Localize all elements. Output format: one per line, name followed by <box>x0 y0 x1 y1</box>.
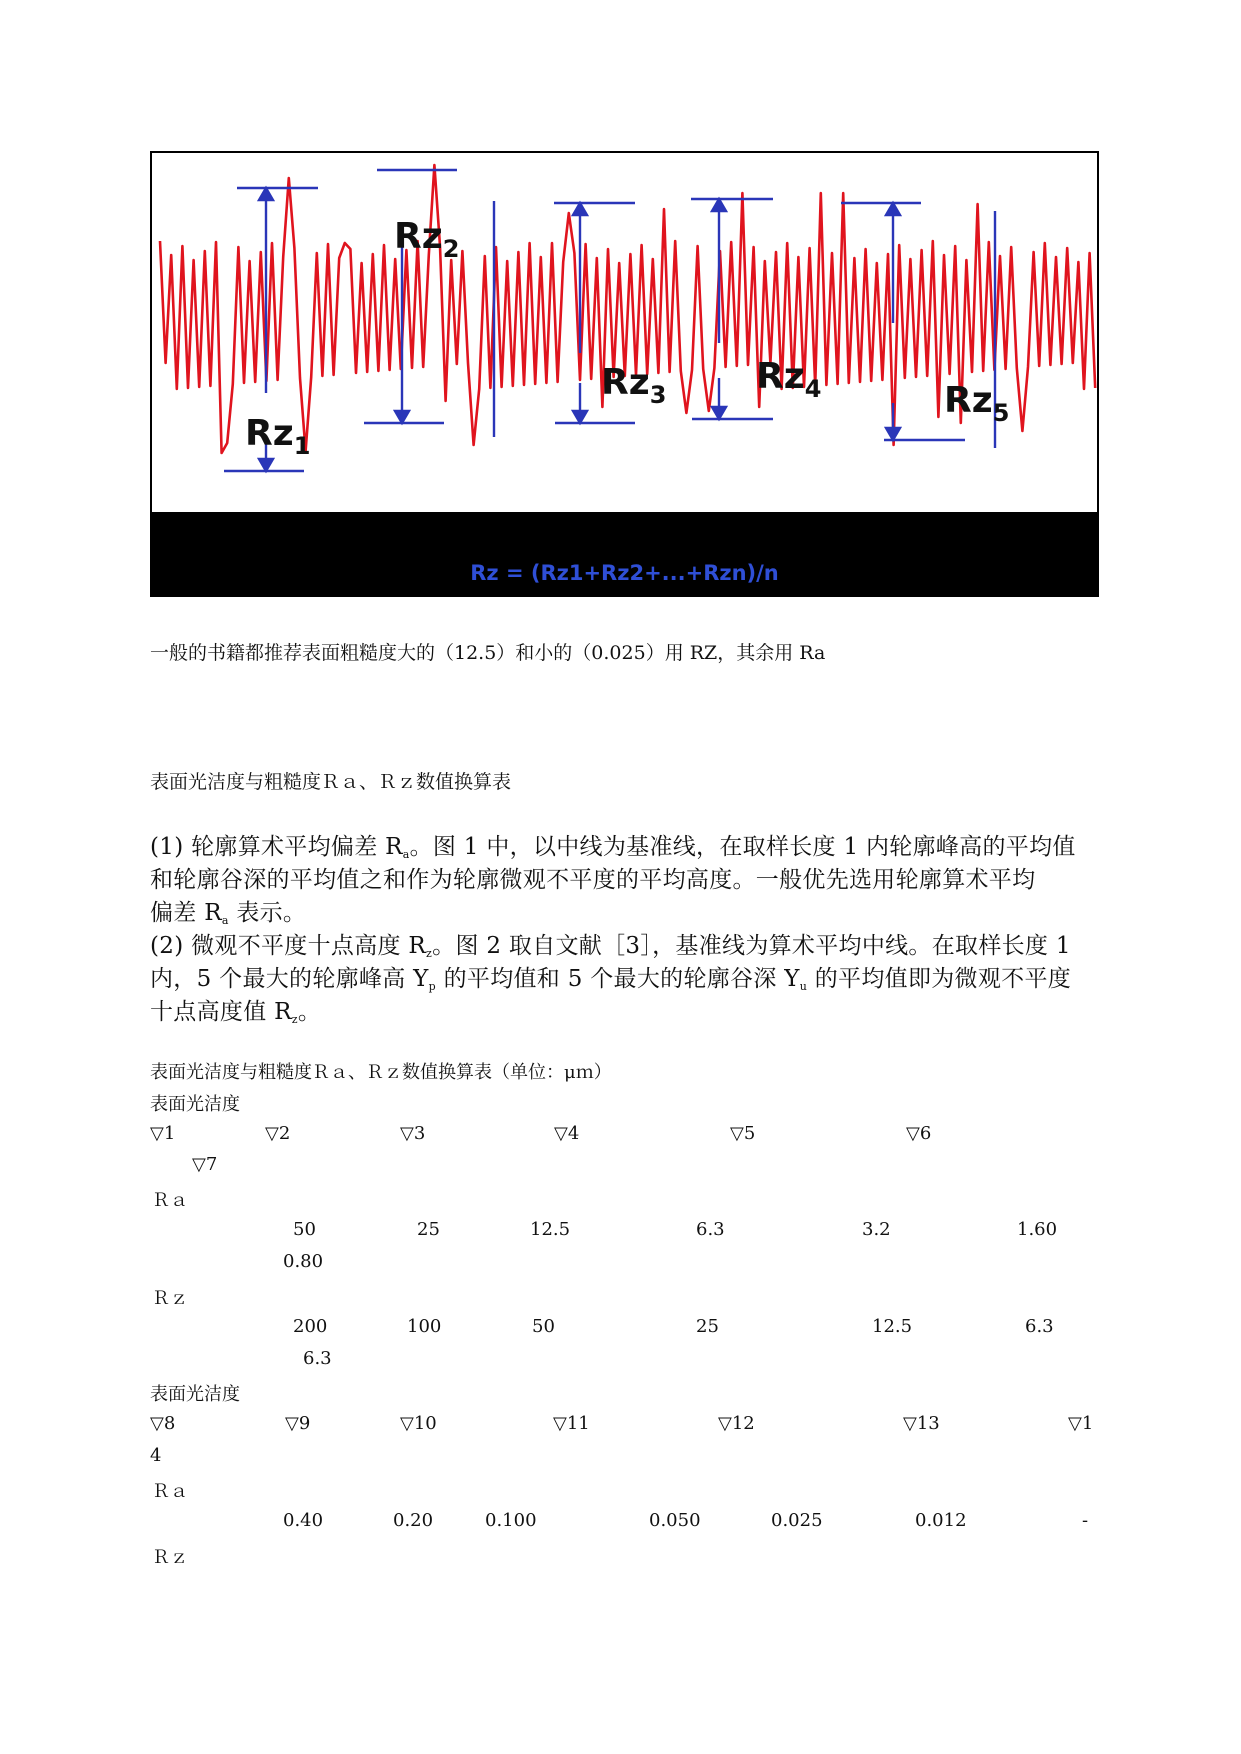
ra-value: 50 <box>293 1219 316 1240</box>
ra-value: 1.60 <box>1017 1219 1058 1240</box>
grade-cell: 4 <box>150 1445 162 1466</box>
table-title: 表面光洁度与粗糙度Ｒａ、Ｒｚ数值换算表（单位：μｍ） <box>150 1062 612 1083</box>
ra-value: 0.40 <box>283 1510 324 1531</box>
rz-value: 6.3 <box>303 1348 332 1369</box>
rz-subscript: 5 <box>992 399 1010 427</box>
grade-cell: ▽7 <box>192 1154 218 1175</box>
subscript: a <box>221 914 229 927</box>
grade-cell: ▽11 <box>553 1413 590 1434</box>
rz-label-row-2 <box>150 1543 1100 1569</box>
ra-label: Ｒａ <box>152 1190 188 1211</box>
rz-value: 12.5 <box>872 1316 913 1337</box>
rz4-arrow-up <box>712 199 726 211</box>
paragraph-line-3 <box>150 894 306 927</box>
grade-cell: ▽5 <box>730 1123 756 1144</box>
paragraph-line-1 <box>150 828 1076 861</box>
rz3-text: $Rz_3$ <box>601 362 667 409</box>
grades-row-1-wrap <box>150 1154 1100 1180</box>
ra-label-row <box>150 1186 1100 1212</box>
ra-value: 0.100 <box>485 1510 537 1531</box>
rz5-label <box>944 380 1010 427</box>
grades-row-2 <box>150 1413 1100 1439</box>
rz1-arrow-up <box>259 188 273 200</box>
rz4-arrow-down <box>712 407 726 419</box>
paragraph-text: 。图 2 取自文献［3］，基准线为算术平均中线。在取样长度 1 <box>432 933 1071 959</box>
ra-value: 25 <box>417 1219 440 1240</box>
grade-cell: ▽13 <box>903 1413 940 1434</box>
section-title: 表面光洁度与粗糙度Ｒａ、Ｒｚ数值换算表 <box>150 771 512 793</box>
rz-value: 25 <box>696 1316 719 1337</box>
rz4-text: $Rz_4$ <box>756 356 822 403</box>
paragraph-text: 。图 1 中，以中线为基准线，在取样长度 1 内轮廓峰高的平均值 <box>409 834 1076 860</box>
grade-cell: ▽12 <box>718 1413 755 1434</box>
ra-label-row-2 <box>150 1477 1100 1503</box>
rz1-arrow-down <box>259 459 273 471</box>
ra-value: - <box>1082 1510 1089 1531</box>
rz-label-row <box>150 1284 1100 1310</box>
rz-values-row-1 <box>150 1316 1100 1342</box>
ra-value: 0.80 <box>283 1251 324 1272</box>
grades-row-1 <box>150 1123 1100 1149</box>
ra-value: 0.050 <box>649 1510 701 1531</box>
grade-cell: ▽6 <box>906 1123 932 1144</box>
subscript: z <box>291 1013 298 1026</box>
rz-value: 50 <box>532 1316 555 1337</box>
intro-text: 一般的书籍都推荐表面粗糙度大的（12.5）和小的（0.025）用 RZ，其余用 Ra <box>150 642 826 664</box>
rz2-arrow-down <box>395 411 409 423</box>
rz2-text: $Rz_2$ <box>394 216 460 263</box>
ra-value: 0.025 <box>771 1510 823 1531</box>
paragraph-text: 的平均值即为微观不平度 <box>807 966 1072 992</box>
rz-value: 6.3 <box>1025 1316 1054 1337</box>
ra-label: Ｒａ <box>152 1481 188 1502</box>
grade-cell: ▽2 <box>265 1123 291 1144</box>
rz5-text: $Rz_5$ <box>944 380 1010 427</box>
ra-value: 6.3 <box>696 1219 725 1240</box>
subscript: p <box>428 980 436 993</box>
ra-values-row-1 <box>150 1219 1100 1245</box>
rz4-label <box>756 356 822 403</box>
subscript: z <box>426 947 433 960</box>
rz1-label <box>245 413 311 460</box>
rz3-arrow-up <box>573 203 587 215</box>
rz-label: Ｒｚ <box>152 1547 188 1568</box>
rz-subscript: 2 <box>442 235 460 263</box>
formula-text: Rz = (Rz1+Rz2+...+Rzn)/n <box>470 561 779 585</box>
paragraph-text: 内，5 个最大的轮廓峰高 Y <box>150 966 429 992</box>
subscript: a <box>402 848 410 861</box>
grades-row-2-wrap <box>150 1445 1100 1471</box>
grade-cell: ▽1 <box>1068 1413 1094 1434</box>
rz-label: Ｒｚ <box>152 1288 188 1309</box>
paragraph-text: 。 <box>297 999 322 1025</box>
rz-subscript: 4 <box>804 375 822 403</box>
paragraph-line-5 <box>150 960 1071 993</box>
ra-values-row-2 <box>150 1510 1100 1536</box>
row-header: 表面光洁度 <box>150 1094 240 1115</box>
rz-values-row-1-wrap <box>150 1348 1100 1374</box>
rz3-arrow-down <box>573 411 587 423</box>
paragraph-text: (2) 微观不平度十点高度 R <box>150 933 427 959</box>
paragraph-text: 十点高度值 R <box>150 999 292 1025</box>
paragraph-line-6 <box>150 993 321 1026</box>
rz-subscript: 1 <box>293 432 311 460</box>
rz3-label <box>601 362 667 409</box>
grade-cell: ▽8 <box>150 1413 176 1434</box>
rz-value: 100 <box>407 1316 442 1337</box>
ra-value: 0.012 <box>915 1510 967 1531</box>
rz5-arrow-up <box>886 203 900 215</box>
rz-subscript: 3 <box>649 381 667 409</box>
grade-cell: ▽3 <box>400 1123 426 1144</box>
paragraph-text: 偏差 R <box>150 900 222 926</box>
grade-cell: ▽10 <box>400 1413 437 1434</box>
rz5-arrow-down <box>886 428 900 440</box>
grade-cell: ▽9 <box>285 1413 311 1434</box>
roughness-figure <box>150 151 1099 597</box>
ra-value: 3.2 <box>862 1219 891 1240</box>
rz-value: 200 <box>293 1316 328 1337</box>
grade-cell: ▽4 <box>554 1123 580 1144</box>
rz1-text: $Rz_1$ <box>245 413 311 460</box>
paragraph-line-2: 和轮廓谷深的平均值之和作为轮廓微观不平度的平均高度。一般优先选用轮廓算术平均 <box>150 867 1036 893</box>
grade-cell: ▽1 <box>150 1123 176 1144</box>
paragraph-text: 表示。 <box>228 900 307 926</box>
row-header-2: 表面光洁度 <box>150 1384 240 1405</box>
subscript: u <box>799 980 808 993</box>
paragraph-text: 的平均值和 5 个最大的轮廓谷深 Y <box>435 966 800 992</box>
ra-value: 12.5 <box>530 1219 571 1240</box>
paragraph-line-4 <box>150 927 1071 960</box>
rz2-label <box>394 216 460 263</box>
paragraph-text: (1) 轮廓算术平均偏差 R <box>150 834 403 860</box>
formula-bar <box>152 512 1097 595</box>
ra-value: 0.20 <box>393 1510 434 1531</box>
ra-values-row-1-wrap <box>150 1251 1100 1277</box>
